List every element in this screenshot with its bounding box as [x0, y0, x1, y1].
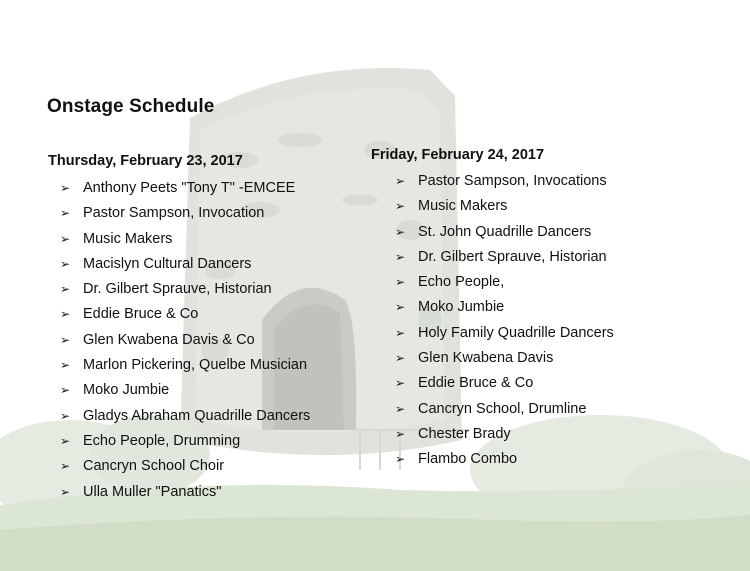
schedule-item-label: Music Makers	[83, 230, 173, 247]
schedule-item	[60, 203, 310, 228]
schedule-item-label: Gladys Abraham Quadrille Dancers	[83, 407, 311, 424]
schedule-item-label: Chester Brady	[418, 425, 511, 442]
schedule-item	[395, 373, 614, 398]
arrow-bullet-icon: ➢	[395, 249, 406, 264]
schedule-item	[60, 456, 310, 481]
schedule-item-label: Dr. Gilbert Sprauve, Historian	[83, 281, 272, 298]
arrow-bullet-icon: ➢	[395, 452, 406, 467]
day-heading-thursday: Thursday, February 23, 2017	[48, 153, 243, 169]
schedule-item	[395, 272, 614, 297]
arrow-bullet-icon: ➢	[395, 174, 406, 188]
schedule-item-label: Glen Kwabena Davis & Co	[83, 331, 255, 348]
schedule-list-friday	[395, 171, 614, 475]
schedule-item	[60, 254, 310, 279]
arrow-bullet-icon: ➢	[60, 307, 71, 322]
schedule-item	[60, 178, 310, 203]
arrow-bullet-icon: ➢	[395, 401, 406, 416]
schedule-item-label: Ulla Muller "Panatics"	[83, 483, 222, 500]
arrow-bullet-icon: ➢	[60, 408, 71, 423]
schedule-item	[395, 399, 614, 424]
schedule-item	[60, 330, 310, 355]
schedule-item	[60, 229, 310, 254]
schedule-item-label: St. John Quadrille Dancers	[418, 223, 592, 240]
schedule-item	[395, 297, 614, 322]
schedule-item	[395, 196, 614, 221]
schedule-item-label: Macislyn Cultural Dancers	[83, 255, 252, 272]
schedule-item	[60, 380, 310, 405]
schedule-item-label: Pastor Sampson, Invocation	[83, 205, 265, 222]
arrow-bullet-icon: ➢	[60, 484, 71, 499]
arrow-bullet-icon: ➢	[395, 224, 406, 239]
schedule-item-label: Holy Family Quadrille Dancers	[418, 324, 614, 341]
schedule-item-label: Music Makers	[418, 198, 508, 215]
arrow-bullet-icon: ➢	[395, 325, 406, 340]
schedule-item	[395, 247, 614, 272]
schedule-item-label: Dr. Gilbert Sprauve, Historian	[418, 248, 607, 265]
arrow-bullet-icon: ➢	[395, 199, 406, 214]
arrow-bullet-icon: ➢	[395, 300, 406, 315]
arrow-bullet-icon: ➢	[395, 351, 406, 366]
page-title: Onstage Schedule	[47, 96, 215, 117]
arrow-bullet-icon: ➢	[60, 433, 71, 448]
schedule-item	[60, 431, 310, 456]
schedule-item	[60, 304, 310, 329]
schedule-item	[395, 222, 614, 247]
day-heading-friday: Friday, February 24, 2017	[371, 147, 545, 163]
arrow-bullet-icon: ➢	[60, 256, 71, 271]
schedule-item-label: Cancryn School, Drumline	[418, 400, 587, 417]
schedule-item-label: Glen Kwabena Davis	[418, 350, 554, 367]
schedule-item-label: Anthony Peets "Tony T" -EMCEE	[83, 180, 296, 196]
schedule-list-thursday	[60, 178, 310, 507]
schedule-item	[395, 348, 614, 373]
arrow-bullet-icon: ➢	[395, 275, 406, 290]
arrow-bullet-icon: ➢	[60, 383, 71, 398]
schedule-item-label: Echo People,	[418, 274, 505, 291]
arrow-bullet-icon: ➢	[395, 376, 406, 391]
schedule-item-label: Eddie Bruce & Co	[83, 306, 199, 323]
schedule-item	[60, 355, 310, 380]
arrow-bullet-icon: ➢	[395, 426, 406, 441]
schedule-item-label: Cancryn School Choir	[83, 458, 225, 475]
schedule-item	[395, 424, 614, 449]
schedule-item-label: Flambo Combo	[418, 451, 518, 468]
schedule-item-label: Eddie Bruce & Co	[418, 375, 534, 392]
schedule-item-label: Moko Jumbie	[83, 382, 170, 399]
schedule-item-label: Marlon Pickering, Quelbe Musician	[83, 357, 308, 374]
arrow-bullet-icon: ➢	[60, 332, 71, 347]
schedule-item-label: Pastor Sampson, Invocations	[418, 173, 607, 189]
schedule-item-label: Moko Jumbie	[418, 299, 505, 316]
schedule-item	[60, 279, 310, 304]
schedule-item	[60, 482, 310, 507]
schedule-item-label: Echo People, Drumming	[83, 432, 241, 449]
schedule-item	[60, 406, 310, 431]
arrow-bullet-icon: ➢	[60, 206, 71, 221]
arrow-bullet-icon: ➢	[60, 459, 71, 474]
arrow-bullet-icon: ➢	[60, 282, 71, 297]
schedule-item	[395, 171, 614, 196]
schedule-item	[395, 449, 614, 474]
schedule-item	[395, 323, 614, 348]
arrow-bullet-icon: ➢	[60, 231, 71, 246]
arrow-bullet-icon: ➢	[60, 358, 71, 373]
arrow-bullet-icon: ➢	[60, 181, 71, 195]
